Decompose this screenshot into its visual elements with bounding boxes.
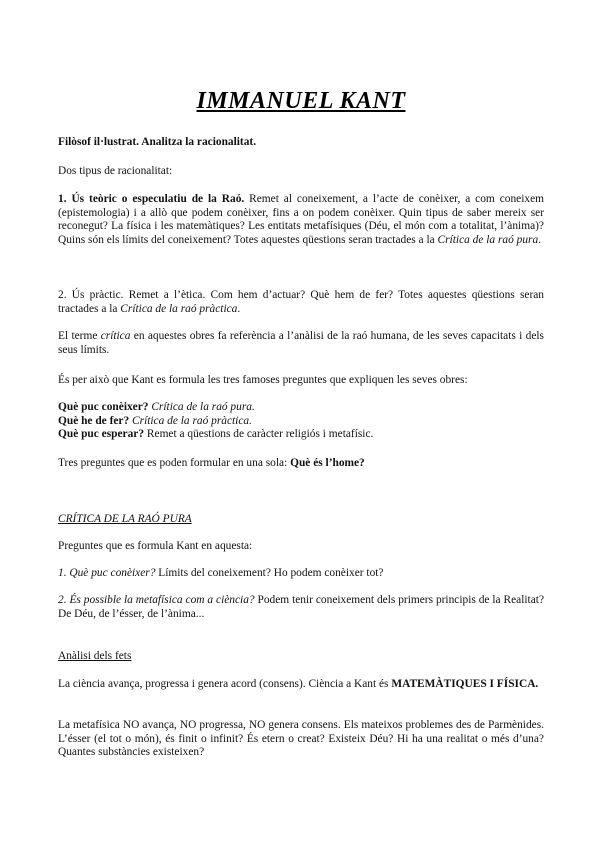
questions-list: [58, 401, 544, 442]
analysis-title: Anàlisi dels fets: [58, 650, 132, 662]
pure-question-1: 1. Què puc conèixer? Límits del coneixement? Ho podem conèixer tot?: [58, 567, 384, 579]
metaphysics-paragraph: La metafísica NO avança, NO progressa, NO genera consens. Els mateixos problemes des de Parmènides. L’ésser (el tot o món), és finit o infinit? És etern o creat? Existeix Déu? Hi ha una realitat o més d’una? Quantes substàncies existeixen?: [58, 719, 544, 759]
science-paragraph: La ciència avança, progressa i genera acord (consens). Ciència a Kant és MATEMÀTIQUES I FÍSICA.: [58, 678, 539, 690]
use1-paragraph: 1. Ús teòric o especulatiu de la Raó. Remet al coneixement, a l’acte de conèixer, a com coneixem (epistemologia) i a allò que podem conèixer, fins a on podem conèixer. Quin tipus de saber mereix ser reconegut? La física i les matemàtiques? Les entitats metafísiques (Déu, el món com a totalitat, l’ànima)? Quins són els límits del coneixement? Totes aquestes qüestions seran tractades a la Crítica de la raó pura.: [58, 193, 544, 246]
page-title: IMMANUEL KANT: [196, 88, 406, 114]
types-intro: Dos tipus de racionalitat:: [58, 165, 173, 177]
critica-term-paragraph: El terme crítica en aquestes obres fa referència a l’anàlisi de la raó humana, de les seves capacitats i dels seus límits.: [58, 330, 544, 356]
section-title: CRÍTICA DE LA RAÓ PURA: [58, 513, 192, 525]
question-item: Què he de fer? Crítica de la raó pràctica.: [58, 414, 252, 427]
question-item: Què puc conèixer? Crítica de la raó pura.: [58, 401, 255, 413]
three-in-one: Tres preguntes que es poden formular en una sola: Què és l’home?: [58, 457, 365, 469]
use2-paragraph: 2. Ús pràctic. Remet a l’ètica. Com hem d’actuar? Què hem de fer? Totes aquestes qüestions seran tractades a la Crítica de la raó pràctica.: [58, 289, 544, 315]
use1-work: Crítica de la raó pura: [437, 233, 539, 246]
use2-work: Crítica de la raó pràctica: [120, 302, 238, 315]
use1-label: 1. Ús teòric o especulatiu de la Raó.: [58, 193, 245, 205]
question-item: Què puc esperar? Remet a qüestions de caràcter religiós i metafísic.: [58, 428, 374, 441]
subtitle: Filòsof il·lustrat. Analitza la racionalitat.: [58, 136, 257, 148]
section-intro: Preguntes que es formula Kant en aquesta:: [58, 540, 253, 552]
questions-intro: És per això que Kant es formula les tres famoses preguntes que expliquen les seves obres:: [58, 374, 468, 386]
pure-question-2: 2. És possible la metafísica com a ciència? Podem tenir coneixement dels primers principis de la Realitat? De Déu, de l’ésser, de l’ànima...: [58, 594, 544, 620]
